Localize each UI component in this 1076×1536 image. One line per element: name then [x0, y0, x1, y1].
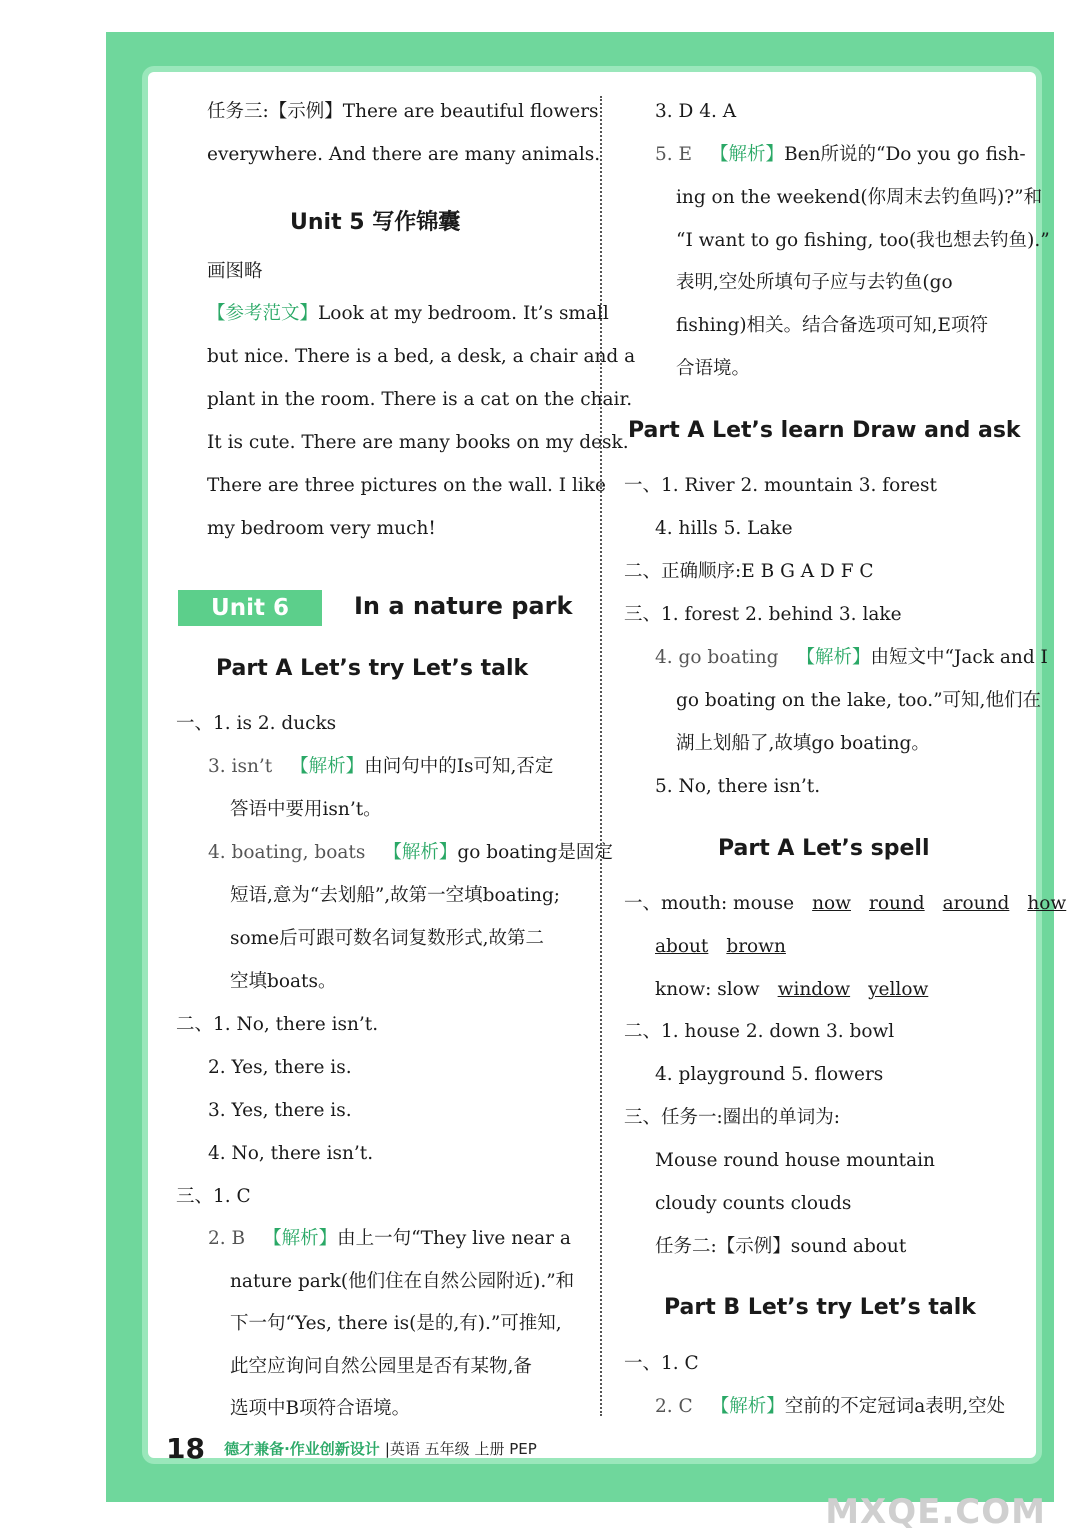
analysis-tag: 【解析】 — [710, 1396, 785, 1417]
left-line: plant in the room. There is a cat on the chair. — [207, 389, 633, 410]
answer-line — [655, 143, 1026, 167]
spell-line — [655, 978, 928, 1002]
answer-line: 选项中B项符合语境。 — [230, 1398, 411, 1419]
spell-word: window — [777, 979, 851, 1000]
answer-line: 下一句“Yes, there is(是的,有).”可推知, — [230, 1313, 562, 1334]
answer-line: “I want to go fishing, too(我也想去钓鱼).” — [676, 230, 1050, 251]
answer-line: fishing)相关。结合备选项可知,E项符 — [676, 315, 989, 336]
left-line: There are three pictures on the wall. I like — [207, 475, 606, 496]
unit5-title: Unit 5 写作锦囊 — [290, 210, 461, 235]
answer-line: 短语,意为“去划船”,故第一空填boating; — [230, 885, 561, 906]
left-line: It is cute. There are many books on my desk. — [207, 432, 629, 453]
answer-line: 4. playground 5. flowers — [655, 1064, 884, 1085]
spell-line — [655, 935, 786, 959]
book-info: |英语 五年级 上册 PEP — [384, 1440, 537, 1458]
answer-line: 表明,空处所填句子应与去钓鱼(go — [676, 272, 953, 293]
answer-line: 一、1. River 2. mountain 3. forest — [624, 475, 937, 496]
answer-line: 答语中要用isn’t。 — [230, 799, 382, 820]
answer-line: ing on the weekend(你周末去钓鱼吗)?”和 — [676, 187, 1043, 208]
answer-line: 一、1. is 2. ducks — [176, 713, 337, 734]
analysis-tag: 【解析】 — [263, 1228, 338, 1249]
answer-num: 4. go boating — [655, 647, 779, 668]
answer-line — [208, 841, 613, 865]
answer-line: 二、正确顺序:E B G A D F C — [624, 561, 874, 582]
answer-num: 2. B — [208, 1228, 246, 1249]
text: know: slow — [655, 979, 760, 1000]
answer-line — [208, 755, 553, 779]
answer-line: nature park(他们住在自然公园附近).”和 — [230, 1271, 575, 1292]
spell-word: now — [812, 893, 851, 914]
answer-line: some后可跟可数名词复数形式,故第二 — [230, 928, 545, 949]
left-line — [207, 302, 609, 326]
text: 空前的不定冠词a表明,空处 — [784, 1396, 1006, 1417]
unit6-badge: Unit 6 — [178, 590, 322, 626]
text: go boating是固定 — [457, 842, 613, 863]
part-a-try-talk-title: Part A Let’s try Let’s talk — [216, 656, 529, 681]
answer-line — [208, 1227, 571, 1251]
answer-num: 5. E — [655, 144, 693, 165]
page-number: 18 — [166, 1432, 205, 1465]
spell-word: round — [869, 893, 925, 914]
answer-line: 一、1. C — [624, 1353, 699, 1374]
left-line: everywhere. And there are many animals. — [207, 144, 601, 165]
spell-line — [624, 892, 1066, 916]
spell-word: yellow — [868, 979, 929, 1000]
answer-line: 任务二:【示例】sound about — [655, 1236, 907, 1257]
answer-num: 4. boating, boats — [208, 842, 366, 863]
left-line: my bedroom very much! — [207, 518, 436, 539]
answer-line: 此空应询问自然公园里是否有某物,备 — [230, 1356, 532, 1377]
watermark: MXQE.COM — [825, 1492, 1046, 1532]
analysis-tag: 【解析】 — [710, 144, 785, 165]
answer-line — [655, 646, 1048, 670]
spell-word: how — [1027, 893, 1067, 914]
column-divider — [600, 96, 602, 1416]
text: 由短文中“Jack and I — [870, 647, 1048, 668]
text: 一、mouth: mouse — [624, 893, 795, 914]
answer-line — [655, 1395, 1005, 1419]
part-a-spell-title: Part A Let’s spell — [718, 836, 930, 861]
answer-line: 4. No, there isn’t. — [208, 1143, 374, 1164]
answer-line: cloudy counts clouds — [655, 1193, 852, 1214]
answer-line: 3. D 4. A — [655, 101, 737, 122]
answer-line: 2. Yes, there is. — [208, 1057, 352, 1078]
analysis-tag: 【解析】 — [796, 647, 871, 668]
book-title: 德才兼备·作业创新设计 — [224, 1440, 380, 1458]
answer-line: 湖上划船了,故填go boating。 — [676, 733, 930, 754]
left-line: 画图略 — [207, 261, 263, 282]
answer-line: 空填boats。 — [230, 971, 337, 992]
reference-tag: 【参考范文】 — [207, 303, 319, 324]
answer-line: 合语境。 — [676, 358, 751, 379]
part-b-title: Part B Let’s try Let’s talk — [664, 1295, 976, 1320]
part-a-learn-title: Part A Let’s learn Draw and ask — [628, 418, 1021, 443]
answer-line: go boating on the lake, too.”可知,他们在 — [676, 690, 1041, 711]
unit6-title: In a nature park — [354, 592, 573, 620]
text: 由上一句“They live near a — [337, 1228, 571, 1249]
text: Ben所说的“Do you go fish- — [784, 144, 1026, 165]
answer-line: 二、1. No, there isn’t. — [176, 1014, 379, 1035]
analysis-tag: 【解析】 — [383, 842, 458, 863]
answer-num: 3. isn’t — [208, 756, 273, 777]
page-footer — [166, 1432, 537, 1465]
analysis-tag: 【解析】 — [290, 756, 365, 777]
left-line: but nice. There is a bed, a desk, a chair and a — [207, 346, 636, 367]
spell-word: brown — [726, 936, 786, 957]
answer-line: 三、1. forest 2. behind 3. lake — [624, 604, 902, 625]
answer-line: Mouse round house mountain — [655, 1150, 935, 1171]
text: 由问句中的Is可知,否定 — [364, 756, 554, 777]
spell-word: around — [942, 893, 1010, 914]
answer-line: 4. hills 5. Lake — [655, 518, 793, 539]
answer-line: 5. No, there isn’t. — [655, 776, 821, 797]
answer-line: 二、1. house 2. down 3. bowl — [624, 1021, 895, 1042]
text: Look at my bedroom. It’s small — [318, 303, 609, 324]
answer-line: 三、任务一:圈出的单词为: — [624, 1107, 840, 1128]
left-line: 任务三:【示例】There are beautiful flowers — [207, 101, 599, 122]
answer-num: 2. C — [655, 1396, 693, 1417]
spell-word: about — [655, 936, 709, 957]
answer-line: 3. Yes, there is. — [208, 1100, 352, 1121]
answer-line: 三、1. C — [176, 1186, 251, 1207]
